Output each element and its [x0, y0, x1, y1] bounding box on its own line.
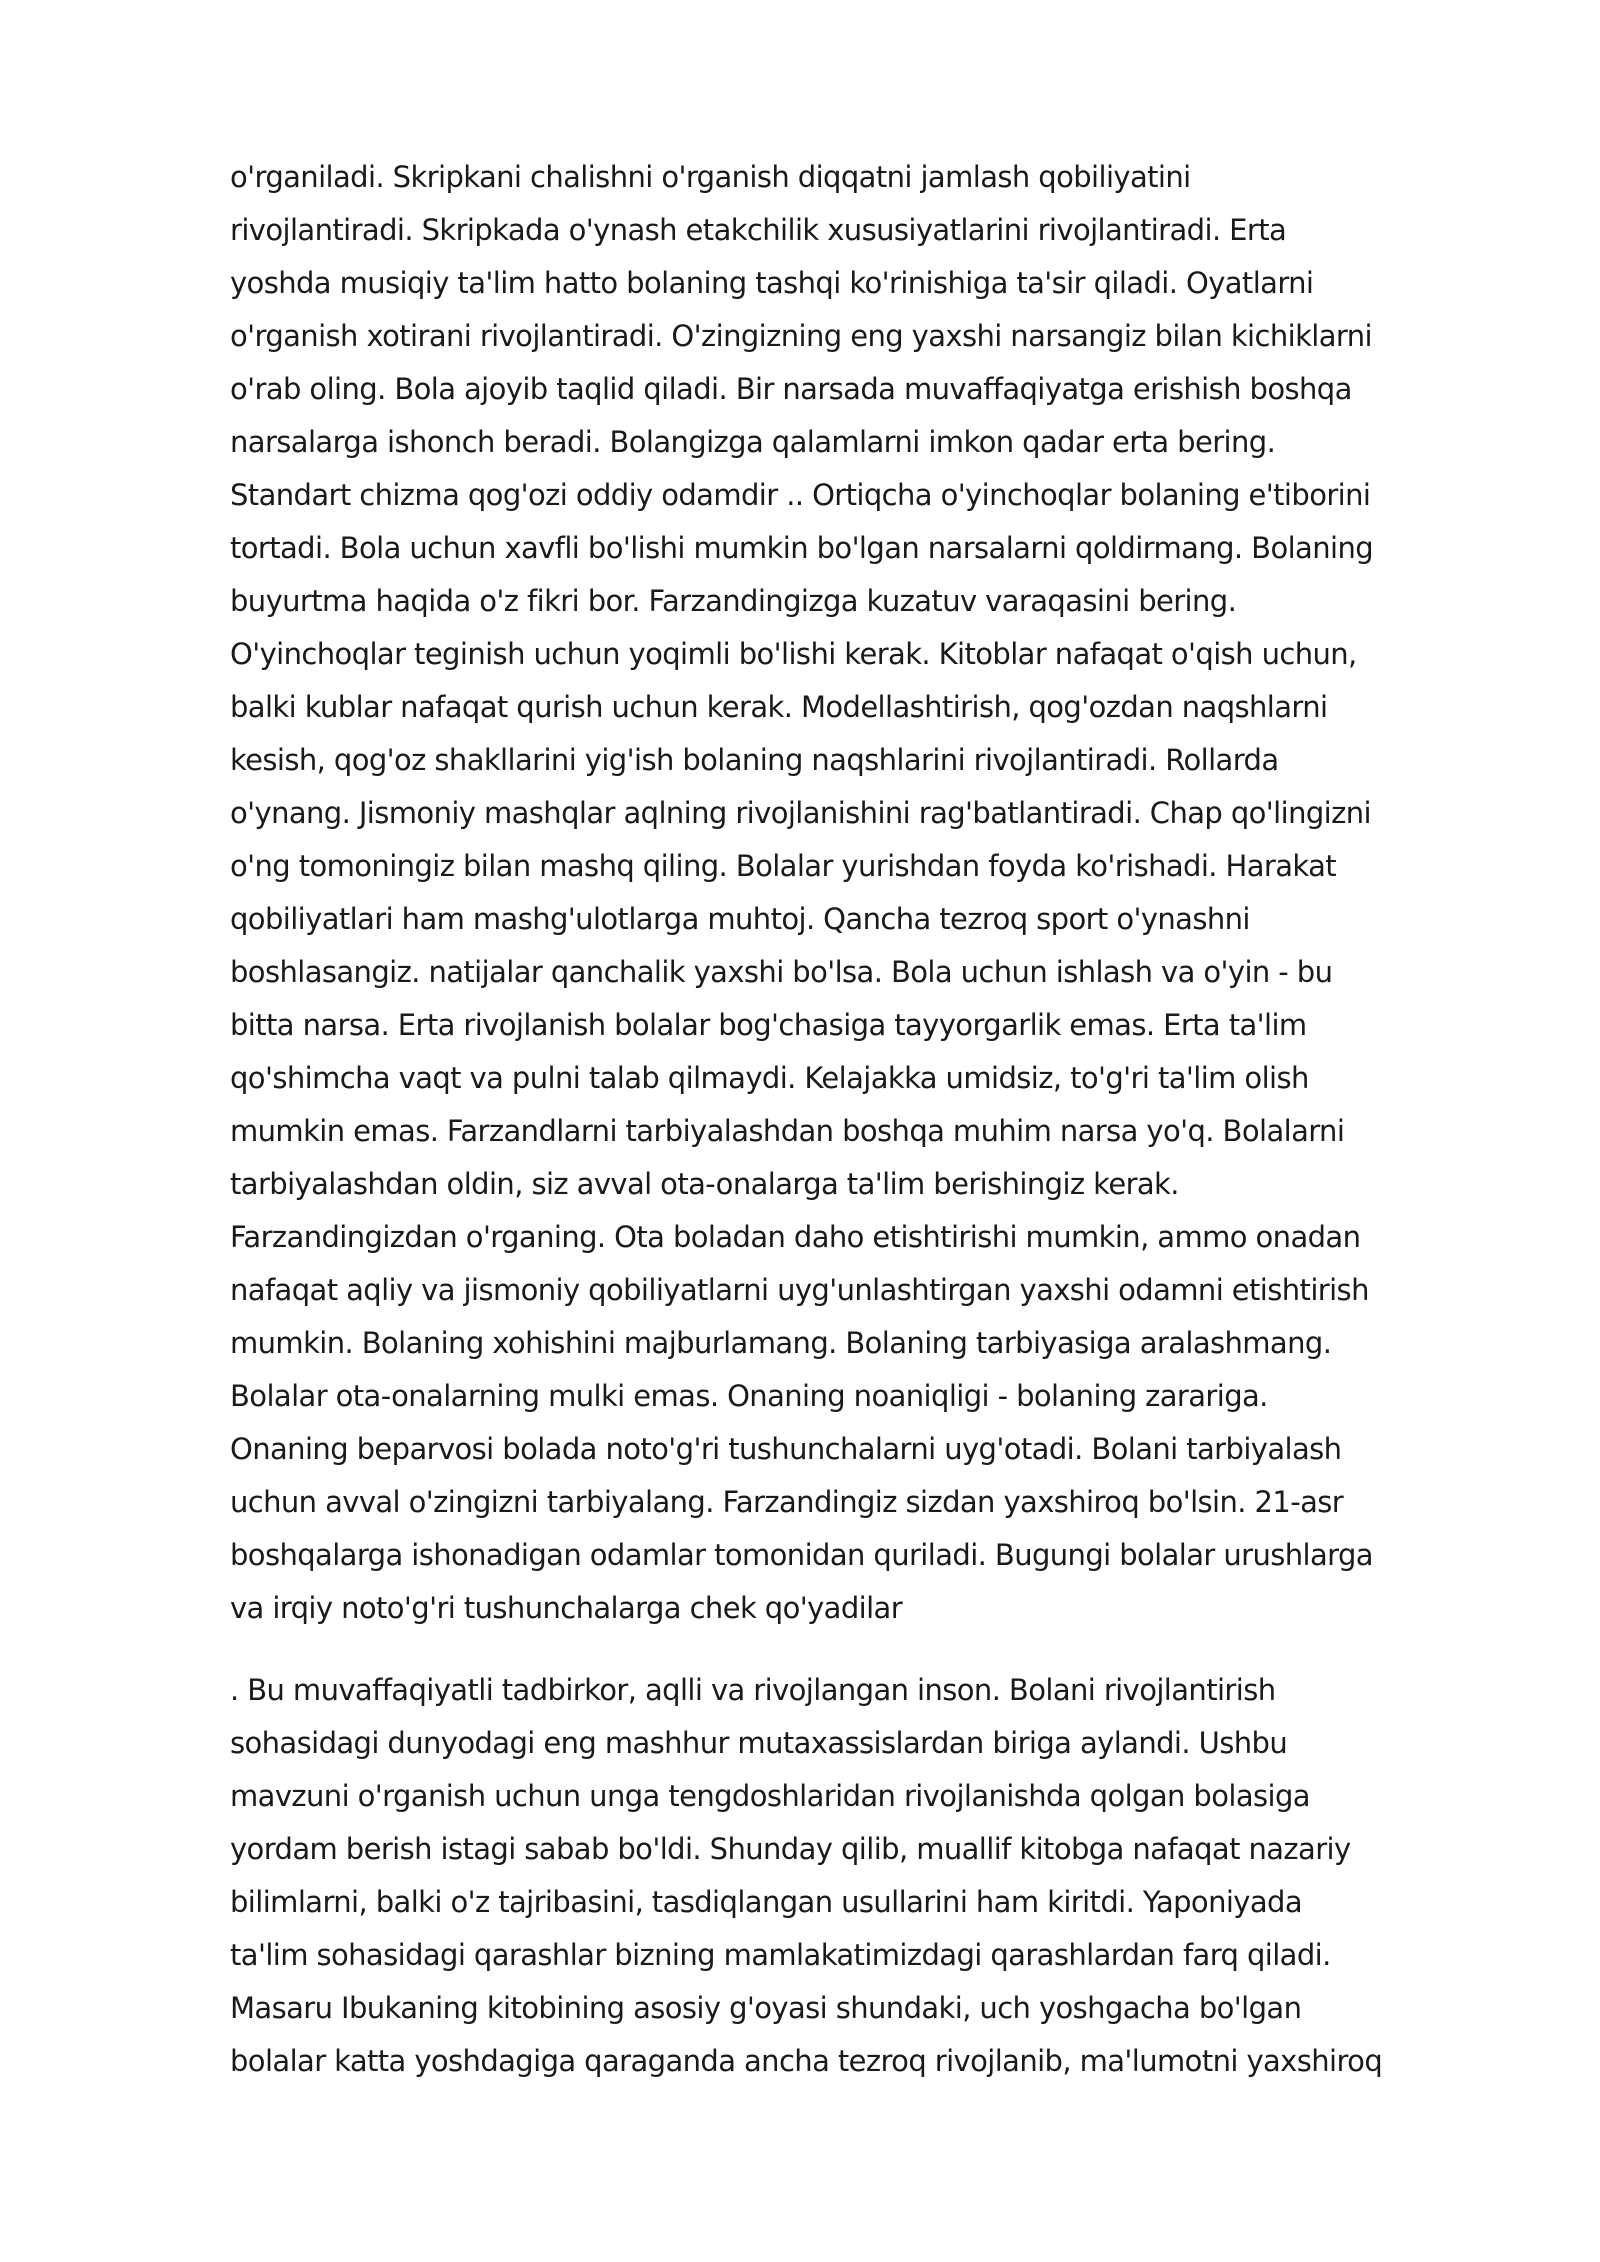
text-line: uchun avval o'zingizni tarbiyalang. Farzandingiz sizdan yaxshiroq bo'lsin. 21-asr	[230, 1485, 1344, 1519]
paragraph-1	[230, 151, 1490, 1635]
text-line: . Bu muvaffaqiyatli tadbirkor, aqlli va rivojlangan inson. Bolani rivojlantirish	[230, 1673, 1276, 1707]
text-line: qo'shimcha vaqt va pulni talab qilmaydi. Kelajakka umidsiz, to'g'ri ta'lim olish	[230, 1061, 1309, 1095]
text-line: sohasidagi dunyodagi eng mashhur mutaxassislardan biriga aylandi. Ushbu	[230, 1726, 1288, 1760]
text-line: boshqalarga ishonadigan odamlar tomonidan quriladi. Bugungi bolalar urushlarga	[230, 1538, 1373, 1572]
text-line: tortadi. Bola uchun xavfli bo'lishi mumkin bo'lgan narsalarni qoldirmang. Bolaning	[230, 531, 1374, 565]
text-line: Farzandingizdan o'rganing. Ota boladan daho etishtirishi mumkin, ammo onadan	[230, 1220, 1361, 1254]
text-line: ta'lim sohasidagi qarashlar bizning mamlakatimizdagi qarashlardan farq qiladi.	[230, 1938, 1331, 1972]
text-line: yordam berish istagi sabab bo'ldi. Shunday qilib, muallif kitobga nafaqat nazariy	[230, 1832, 1351, 1866]
text-line: nafaqat aqliy va jismoniy qobiliyatlarni uyg'unlashtirgan yaxshi odamni etishtirish	[230, 1273, 1369, 1307]
text-line: bilimlarni, balki o'z tajribasini, tasdiqlangan usullarini ham kiritdi. Yaponiyada	[230, 1885, 1303, 1919]
text-line: o'ynang. Jismoniy mashqlar aqlning rivojlanishini rag'batlantiradi. Chap qo'lingizni	[230, 796, 1371, 830]
text-line: bolalar katta yoshdagiga qaraganda ancha tezroq rivojlanib, ma'lumotni yaxshiroq	[230, 2044, 1383, 2078]
text-line: mavzuni o'rganish uchun unga tengdoshlaridan rivojlanishda qolgan bolasiga	[230, 1779, 1310, 1813]
text-line: narsalarga ishonch beradi. Bolangizga qalamlarni imkon qadar erta bering.	[230, 425, 1276, 459]
text-line: mumkin. Bolaning xohishini majburlamang. Bolaning tarbiyasiga aralashmang.	[230, 1326, 1332, 1360]
text-line: o'rganish xotirani rivojlantiradi. O'zingizning eng yaxshi narsangiz bilan kichiklarni	[230, 319, 1372, 353]
text-line: qobiliyatlari ham mashg'ulotlarga muhtoj. Qancha tezroq sport o'ynashni	[230, 902, 1250, 936]
text-line: tarbiyalashdan oldin, siz avval ota-onalarga ta'lim berishingiz kerak.	[230, 1167, 1179, 1201]
text-line: Bolalar ota-onalarning mulki emas. Onaning noaniqligi - bolaning zarariga.	[230, 1379, 1268, 1413]
text-line: buyurtma haqida o'z fikri bor. Farzandingizga kuzatuv varaqasini bering.	[230, 584, 1237, 618]
text-line: O'yinchoqlar teginish uchun yoqimli bo'lishi kerak. Kitoblar nafaqat o'qish uchun,	[230, 637, 1357, 671]
text-line: bitta narsa. Erta rivojlanish bolalar bog'chasiga tayyorgarlik emas. Erta ta'lim	[230, 1008, 1307, 1042]
text-line: Onaning beparvosi bolada noto'g'ri tushunchalarni uyg'otadi. Bolani tarbiyalash	[230, 1432, 1342, 1466]
text-line: Masaru Ibukaning kitobining asosiy g'oyasi shundaki, uch yoshgacha bo'lgan	[230, 1991, 1302, 2025]
text-line: mumkin emas. Farzandlarni tarbiyalashdan boshqa muhim narsa yo'q. Bolalarni	[230, 1114, 1345, 1148]
text-line: o'rganiladi. Skripkani chalishni o'rganish diqqatni jamlash qobiliyatini	[230, 160, 1191, 194]
text-line: balki kublar nafaqat qurish uchun kerak. Modellashtirish, qog'ozdan naqshlarni	[230, 690, 1328, 724]
text-line: yoshda musiqiy ta'lim hatto bolaning tashqi ko'rinishiga ta'sir qiladi. Oyatlarni	[230, 266, 1314, 300]
text-line: va irqiy noto'g'ri tushunchalarga chek qo'yadilar	[230, 1591, 903, 1625]
text-line: boshlasangiz. natijalar qanchalik yaxshi bo'lsa. Bola uchun ishlash va o'yin - bu	[230, 955, 1333, 989]
text-line: rivojlantiradi. Skripkada o'ynash etakchilik xususiyatlarini rivojlantiradi. Erta	[230, 213, 1287, 247]
text-line: o'ng tomoningiz bilan mashq qiling. Bolalar yurishdan foyda ko'rishadi. Harakat	[230, 849, 1337, 883]
text-line: Standart chizma qog'ozi oddiy odamdir .. Ortiqcha o'yinchoqlar bolaning e'tiborini	[230, 478, 1371, 512]
text-line: o'rab oling. Bola ajoyib taqlid qiladi. Bir narsada muvaffaqiyatga erishish boshqa	[230, 372, 1352, 406]
paragraph-2	[230, 1664, 1490, 2088]
text-line: kesish, qog'oz shakllarini yig'ish bolaning naqshlarini rivojlantiradi. Rollarda	[230, 743, 1279, 777]
